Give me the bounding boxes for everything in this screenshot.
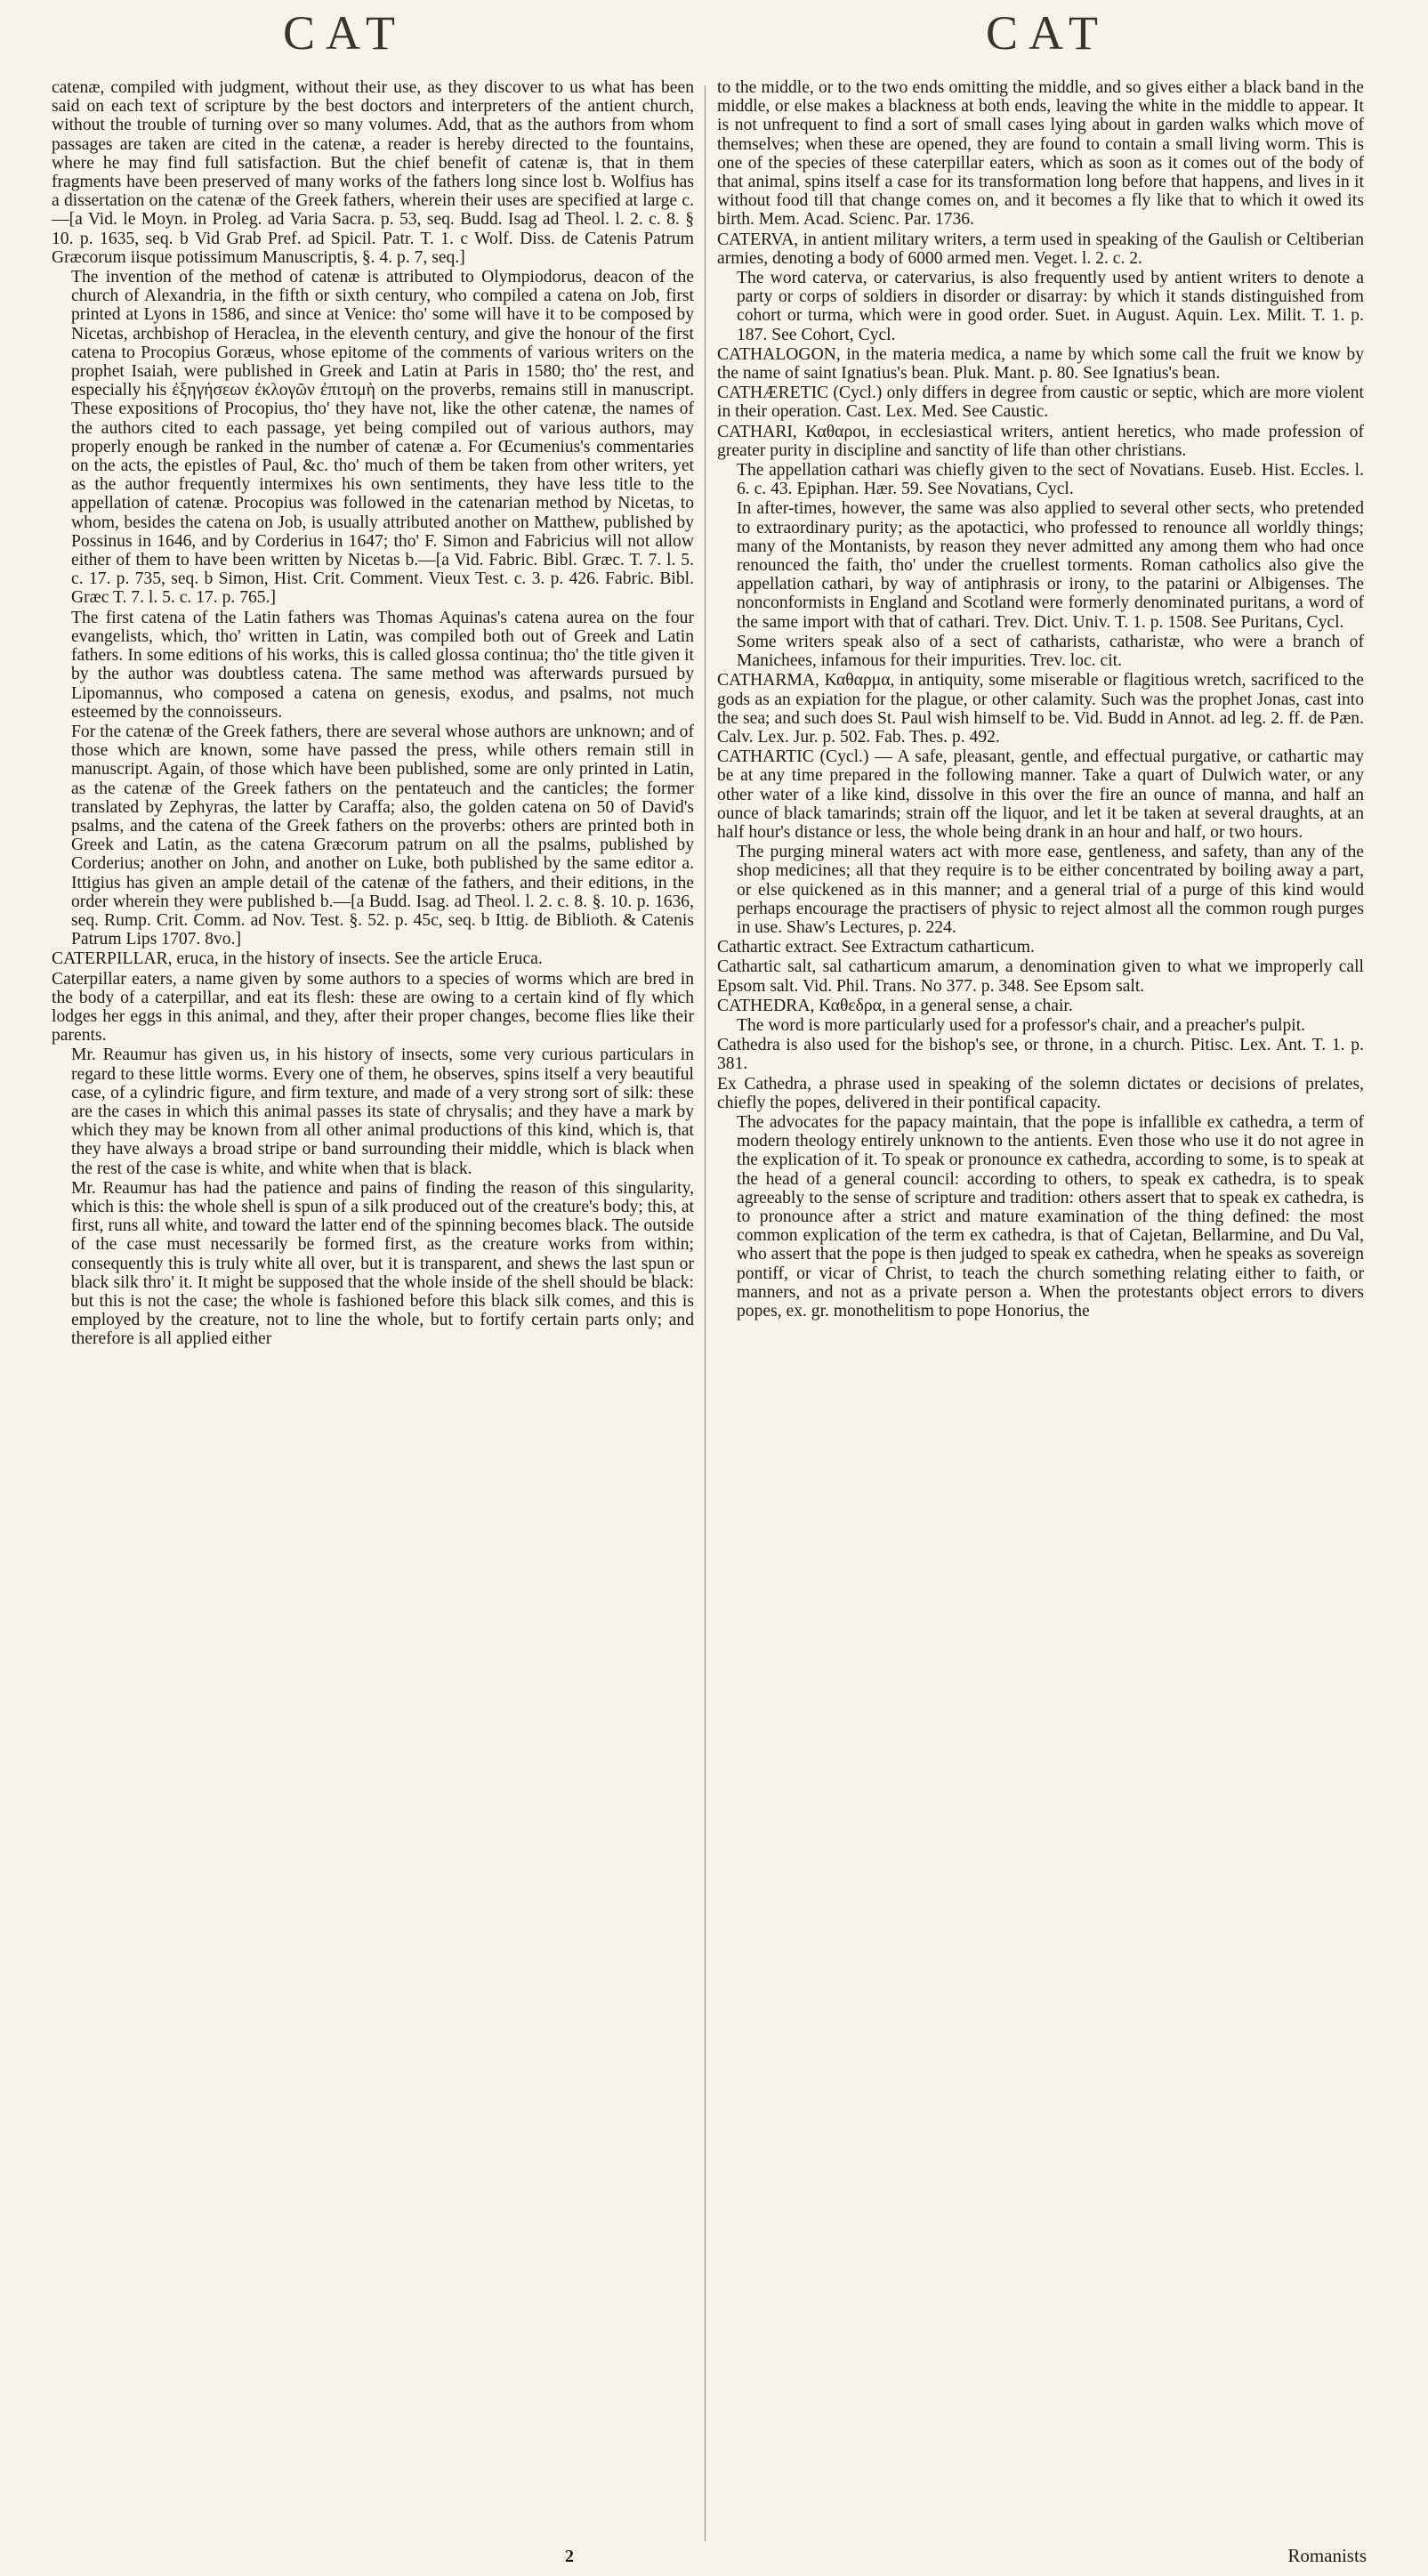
entry-paragraph: The word caterva, or catervarius, is also frequently used by antient writers to denote a party or corps of soldiers in disorder or disarray: by which it stands distinguished from cohort or turma, which were in good order. Suet. in August. Aquin. Lex. Milit. T. 1. p. 187. See Cohort, Cycl. <box>737 269 1364 344</box>
right-text-column <box>717 78 1364 2534</box>
entry-paragraph: The advocates for the papacy maintain, that the pope is infallible ex cathedra, a term of modern theology entirely unknown to the antients. Even those who use it do not agree in the explication of it. To speak or pronounce ex cathedra, according to some, is to speak at the head of a general council: according to others, to speak ex cathedra, is to speak agreeably to the sense of scripture and tradition: others assert that to speak ex cathedra, is to pronounce after a strict and mature examination of the thing defined: the most common explication of the term ex cathedra, is that of Cajetan, Bellarmine, and Du Val, who assert that the pope is then judged to speak ex cathedra, when he speaks as sovereign pontiff, or vicar of Christ, to teach the church something relating either to faith, or manners, and not as a private person a. When the protestants object errors to divers popes, ex. gr. monothelitism to pope Honorius, the <box>737 1112 1364 1320</box>
entry-paragraph: catenæ, compiled with judgment, without their use, as they discover to us what has been said on each text of scripture by the best doctors and interpreters of the antient church, without the trouble of turning over so many volumes. Add, that as the authors from whom passages are taken are cited in the catenæ, a reader is hereby directed to the fountains, where he may find full satisfaction. But the chief benefit of catenæ is, that in them fragments have been preserved of many works of the fathers long since lost b. Wolfius has a dissertation on the catenæ of the Greek fathers, wherein their uses are specified at large c.—[a Vid. le Moyn. in Proleg. ad Varia Sacra. p. 53, seq. Budd. Isag ad Theol. l. 2. c. 8. § 10. p. 1635, seq. b Vid Grab Pref. ad Spicil. Patr. T. 1. c Wolf. Diss. de Catenis Patrum Græcorum iisque potissimum Manuscriptis, §. 4. p. 7, seq.] <box>52 78 694 267</box>
entry-caterva: CATERVA, in antient military writers, a term used in speaking of the Gaulish or Celtiberian armies, denoting a body of 6000 armed men. Veget. l. 2. c. 2. <box>717 230 1364 268</box>
entry-cathaeretic: CATHÆRETIC (Cycl.) only differs in degree from caustic or septic, which are more violent in their operation. Cast. Lex. Med. See Caustic. <box>717 384 1364 422</box>
entry-paragraph: Some writers speak also of a sect of catharists, catharistæ, who were a branch of Manichees, infamous for their impurities. Trev. loc. cit. <box>737 632 1364 671</box>
entry-paragraph: The invention of the method of catenæ is attributed to Olympiodorus, deacon of the church of Alexandria, in the fifth or sixth century, who compiled a catena on Job, first printed at Lyons in 1586, and since at Venice: tho' some will have it to be composed by Nicetas, archbishop of Heraclea, in the eleventh century, and give the honour of the first catena to Procopius Goræus, whose epitome of the comments of various writers on the prophet Isaiah, were published in Greek and Latin at Paris in 1580; tho' the rest, and especially his ἐξηγήσεων ἐκλογῶν ἐπιτομὴ on the proverbs, remains still in manuscript. These expositions of Procopius, tho' they have not, like the other catenæ, the names of the authors cited to each passage, yet being compiled out of various authors, may properly enough be ranked in the number of catenæ a. For Œcumenius's commentaries on the acts, the epistles of Paul, &c. tho' much of them be taken from other writers, yet as the author frequently intermixes his own sentiments, they have less title to the appellation of catenæ. Procopius was followed in the catenarian method by Nicetas, to whom, besides the catena on Job, is usually attributed another on Matthew, published by Possinus in 1646, and by Corderius in 1647; tho' F. Simon and Fabricius will not allow either of them to have been written by Nicetas b.—[a Vid. Fabric. Bibl. Græc. T. 7. l. 5. c. 17. p. 735, seq. b Simon, Hist. Crit. Comment. Vieux Test. c. 3. p. 426. Fabric. Bibl. Græc T. 7. l. 5. c. 17. p. 765.] <box>71 268 694 608</box>
entry-paragraph: to the middle, or to the two ends omitting the middle, and so gives either a black band in the middle, or else makes a blackness at both ends, leaving the white in the middle to appear. It is not unfrequent to find a sort of small cases lying about in garden walks which move of themselves; when these are opened, they are found to contain a small living worm. This is one of the species of these caterpillar eaters, which as soon as it comes out of the body of that animal, spins itself a case for its transformation long before that happens, and lives in it without food till that change comes on, and it becomes a fly like that to which it owed its birth. Mem. Acad. Scienc. Par. 1736. <box>717 78 1364 230</box>
entry-ex-cathedra: Ex Cathedra, a phrase used in speaking of the solemn dictates or decisions of prelates, chiefly the popes, delivered in their pontifical capacity. <box>717 1074 1364 1112</box>
entry-paragraph: The first catena of the Latin fathers was Thomas Aquinas's catena aurea on the four evangelists, which, tho' written in Latin, was compiled both out of Greek and Latin fathers. In some editions of his works, this is called glossa continua; tho' the title given it by the author was doubtless catena. The same method was afterwards pursued by Lipomannus, who composed a catena on genesis, exodus, and psalms, not much esteemed by the connoisseurs. <box>71 608 694 722</box>
entry-cathartic: CATHARTIC (Cycl.) — A safe, pleasant, gentle, and effectual purgative, or cathartic may be at any time prepared in the following manner. Take a quart of Dulwich water, or any other water of a like kind, dissolve in this over the fire an ounce of manna, and half an ounce of black tamarinds; strain off the liquor, and let it be taken at several draughts, at an half hour's distance or less, the whole being drank in an hour and half, or two hours. <box>717 747 1364 842</box>
left-running-headword: CAT <box>283 6 407 60</box>
entry-catharma: CATHARMA, Καθαρμα, in antiquity, some miserable or flagitious wretch, sacrificed to the gods as an expiation for the plague, or other calamity. Such was the prophet Jonas, cast into the sea; and such does St. Paul wish himself to be. Vid. Budd in Annot. ad leg. 2. ff. de Pæn. Calv. Lex. Jur. p. 502. Fab. Thes. p. 492. <box>717 671 1364 747</box>
entry-cathalogon: CATHALOGON, in the materia medica, a name by which some call the fruit we know by the name of saint Ignatius's bean. Pluk. Mant. p. 80. See Ignatius's bean. <box>717 344 1364 384</box>
catchword: Romanists <box>1287 2545 1367 2566</box>
entry-caterpillar-eaters: Caterpillar eaters, a name given by some authors to a species of worms which are bred in the body of a caterpillar, and eat its flesh: these are owing to a certain kind of fly which lodges her eggs in this animal, and they, after their proper changes, become flies like their parents. <box>52 969 694 1046</box>
entry-cathari: CATHARI, Καθαροι, in ecclesiastical writers, antient heretics, who made profession of greater purity in discipline and sanctity of life than other christians. <box>717 422 1364 460</box>
entry-cathedra-see: Cathedra is also used for the bishop's see, or throne, in a church. Pitisc. Lex. Ant. T. 1. p. 381. <box>717 1036 1364 1074</box>
entry-cathartic-salt: Cathartic salt, sal catharticum amarum, a denomination given to what we improperly call Epsom salt. Vid. Phil. Trans. No 377. p. 348. See Epsom salt. <box>717 957 1364 996</box>
entry-cathedra: CATHEDRA, Καθεδρα, in a general sense, a chair. <box>717 996 1073 1015</box>
entry-paragraph: The appellation cathari was chiefly given to the sect of Novatians. Euseb. Hist. Eccles. l. 6. c. 43. Epiphan. Hær. 59. See Novatians, Cycl. <box>737 461 1364 499</box>
page-number: 2 <box>565 2547 574 2566</box>
right-running-headword: CAT <box>986 6 1109 60</box>
entry-caterpillar: CATERPILLAR, eruca, in the history of insects. See the article Eruca. <box>52 949 543 969</box>
entry-cathartic-extract: Cathartic extract. See Extractum catharticum. <box>717 938 1035 957</box>
entry-paragraph: Mr. Reaumur has had the patience and pains of finding the reason of this singularity, which is this: the whole shell is spun of a silk produced out of the creature's body; this, at first, runs all white, and toward the latter end of the spinning becomes black. The outside of the case must necessarily be formed first, as the creature works from within; consequently this is truly white all over, but it is transparent, and shews the last spun or black silk thro' it. It might be supposed that the whole inside of the shell should be black: but this is not the case; the whole is fashioned before this black silk comes, and this is employed by the creature, not to line the whole, but to fortify certain parts only; and therefore is all applied either <box>71 1178 694 1349</box>
entry-paragraph: In after-times, however, the same was also applied to several other sects, who pretended to extraordinary purity; as the apotactici, who professed to renounce all worldly things; many of the Montanists, by reason they never admitted any among them who had once renounced the faith, tho' under the cruellest torments. Roman catholics also give the appellation cathari, by way of antiphrasis or irony, to the patarini or Albigenses. The nonconformists in England and Scotland were formerly denominated puritans, a word of the same import with that of cathari. Trev. Dict. Univ. T. 1. p. 1508. See Puritans, Cycl. <box>737 499 1364 632</box>
entry-paragraph: Mr. Reaumur has given us, in his history of insects, some very curious particulars in regard to these little worms. Every one of them, he observes, spins itself a very beautiful case, of a cylindric figure, and firm texture, and made of a very strong sort of silk: these are the cases in which this animal passes its state of chrysalis; and they have a mark by which they may be known from all other animal productions of this kind, which is, that they have always a broad stripe or band surrounding their middle, which is black when the rest of the case is white, and white when that is black. <box>71 1046 694 1178</box>
left-text-column <box>52 78 694 2534</box>
entry-paragraph: For the catenæ of the Greek fathers, there are several whose authors are unknown; and of those which are known, some have passed the press, while others remain still in manuscript. Again, of those which have been published, some are only printed in Latin, as the catenæ of the Greek fathers on the pentateuch and the canticles; the former translated by Zephyras, the latter by Caraffa; also, the golden catena on 50 of David's psalms, and the catena of the Greek fathers on the proverbs: others are printed both in Greek and Latin, as the catena Græcorum patrum on all the psalms, published by Corderius; another on John, and another on Luke, both published by the same editor a. Ittigius has given an ample detail of the catenæ of the fathers, and their editions, in the order wherein they were published b.—[a Budd. Isag. ad Theol. l. 2. c. 8. §. 10. p. 1636, seq. Rump. Crit. Comm. ad Nov. Test. §. 52. p. 45c, seq. b Ittig. de Biblioth. & Catenis Patrum Lips 1707. 8vo.] <box>71 722 694 949</box>
entry-paragraph: The purging mineral waters act with more ease, gentleness, and safety, than any of the shop medicines; all that they require is to be either concentrated by boiling away a part, or else quickened as in this manner; and a general trial of a purge of this kind would perhaps encourage the practisers of physic to reject almost all the common rough purges in use. Shaw's Lectures, p. 224. <box>737 843 1364 937</box>
entry-paragraph: The word is more particularly used for a professor's chair, and a preacher's pulpit. <box>737 1015 1306 1035</box>
column-divider <box>705 85 706 2541</box>
